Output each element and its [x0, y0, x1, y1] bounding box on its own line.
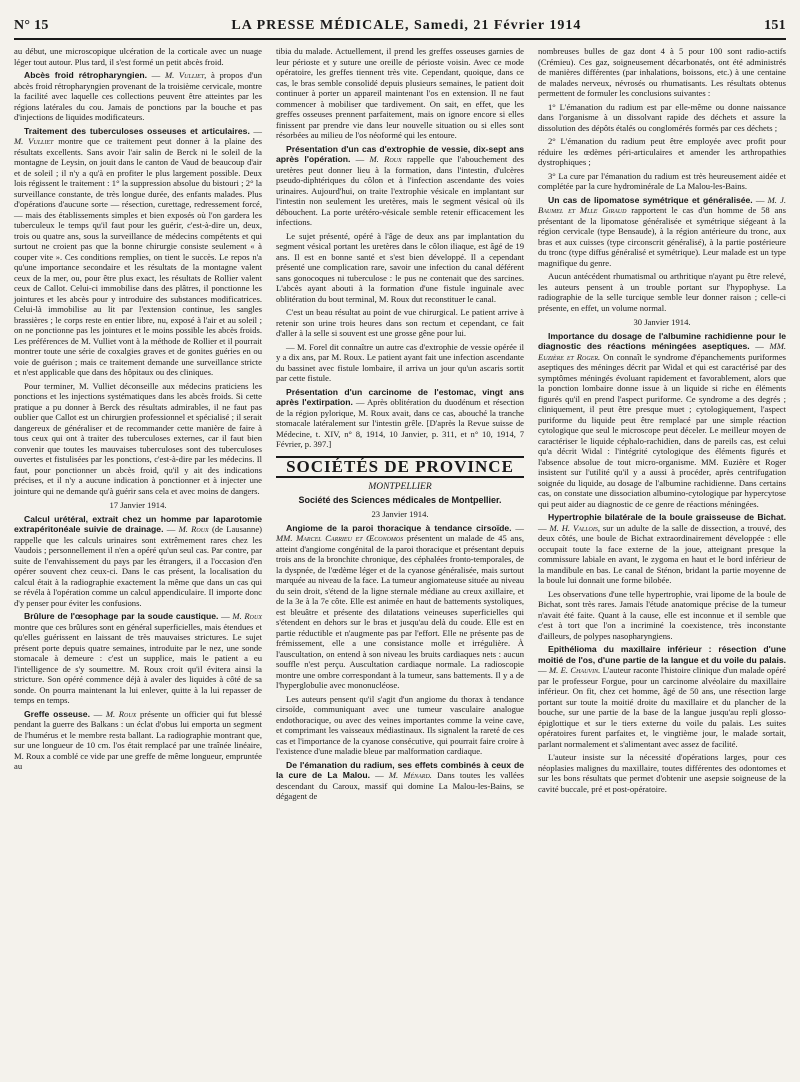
page-number: 151 — [764, 18, 786, 33]
article-author: M. Roux — [178, 524, 209, 534]
article-title: Traitement des tuberculoses osseuses et articulaires. — [24, 125, 250, 136]
journal-title-date: LA PRESSE MÉDICALE, Samedi, 21 Février 1914 — [231, 18, 582, 33]
session-date: 30 Janvier 1914. — [633, 317, 691, 327]
session-date: 17 Janvier 1914. — [109, 500, 167, 510]
society-heading: Société des Sciences médicales de Montpellier. — [298, 494, 502, 505]
article-title: Importance du dosage de l'albumine rachidienne pour le diagnostic des réactions méningées aseptiques. — [538, 330, 786, 351]
article-text: sur un adulte de la salle de dissection, a trouvé, des deux côtés, une boule de Bichat extraordinairement développée : elle occupait toute la face externe de la joue, atteignant presque la commissure labiale en avant, le zygoma en haut et le bord inférieur de la mandibule en bas. Le canal de Sténon, bridant la partie moyenne de la boule lui donnait une forme bilobée. — [538, 522, 786, 585]
article-author: M. Roux — [369, 154, 402, 164]
article-title: Un cas de lipomatose symétrique et généralisée. — [548, 194, 753, 205]
article-title: Angiome de la paroi thoracique à tendance cirsoïde. — [286, 522, 512, 533]
article-text: présente un officier qui fut blessé pendant la guerre des Balkans : un éclat d'obus lui emporta un segment de l'humérus et le membre resta ballant. La radiographie montrant que, sur une longueur de 10 cm. l'os était remplacé par une traînée linéaire, M. Roux a comblé ce vide par une greffe de même longueur, empruntée au — [14, 708, 263, 771]
paragraph: au début, une microscopique ulcération de la corticale avec un nuage léger tout autour. Plus tard, il s'est formé un petit abcès froid. — [14, 46, 262, 67]
article-author: MM. Euzière et Roger. — [538, 341, 786, 362]
page-header — [14, 18, 786, 34]
column-2 — [276, 46, 524, 805]
column-1 — [14, 46, 262, 805]
paragraph: — M. Forel dit connaître un autre cas d'extrophie de vessie opérée il y a dix ans, par M. Roux. Le patient ayant fait une infection ascendante du bassinet avec fistule lombaire, il arriva un jour qu'un ascaris sortit par cette fistule. — [276, 341, 524, 383]
column-3 — [538, 46, 786, 805]
article-author: M. Vulliet, — [164, 70, 207, 80]
article-text: (de Lausanne) rappelle que les calculs urinaires sont extrêmement rares chez les Vaudois ; personnellement il n'en a opéré qu'un seul cas. Par contre, par suite de l'envahissement du pays par les étrangers, il a l'occasion d'en opérer souvent chez ceux-ci. Dans le cas présent, la localisation du calcul était à la radiographie exactement la même que dans un cas qui se révéla à l'opération comme un calcul appendiculaire. Il importe donc d'y penser pour éviter les confusions. — [14, 524, 262, 608]
city-heading: MONTPELLIER — [368, 482, 432, 492]
article-title: De l'émanation du radium, ses effets combinés à ceux de la cure de La Malou. — [276, 759, 524, 780]
article-text: rapportent le cas d'un homme de 58 ans présentant de la lipomatose généralisée et symétrique siégeant à la région cervicale (type Bensaude), à la région antérieure du tronc, aux bras et aux cuisses (type circonscrit généralisé), à la partie postérieure du tronc (type diffus généralisé et symétrique). Leur malade est un type magnifique du genre. — [538, 205, 786, 268]
article-carcinome — [276, 387, 524, 450]
article-tuberculoses: Traitement des tuberculoses osseuses et articulaires. — M. Vulliet montre que ce traitement peut donner à la plaine des résultats excellents. Sans avoir l'air salin de Berck ni le soleil de la montagne de Leysin, on jouit dans le canton de Vaud de beaucoup d'air et de soleil ; il n'y a qu'à en profiter le plus largement possible. Deux lois régissent le traitement : 1° la suppression absolue du bistouri ; 2° la surveillance constante, de très longue durée, des enfants malades. Plus d'opérations d'aucune sorte — résection, curettage, redressement forcé, — mais des établissements simples et bien exposés où l'on gardera les tuberculeux le temps qu'il faut pour les guérir, c'est-à-dire un, deux, trois ou quatre ans, sous la surveillance de médecins compétents et qui surtout ne croient pas que la bonne chirurgie consiste seulement « à couper vite ». Ces conditions remplies, on tient le succès. Le repos n'a qu'une importance secondaire et les résultats de la montagne valent ceux de la mer, ou, pour être plus exact, les résultats de Rollier valent ceux de Callot. Celui-ci immobilise dans des plâtres, il ponctionne les jointures et les abcès pour y introduire des substances modificatrices. Celui-là immobilise au lit par l'extension continue, les sangles brassières ; le corps reste en entier libre, nu, exposé à l'air et au soleil ; on ne ponctionne pas les jointures et le moins possible les abcès froids. Les préférences de M. Vulliet vont à la méthode de Rollier et il pourrait montrer toute une série de coxalgies graves et de gonites guéries en ou voie de guérison ; mais ce traitement demande une surveillance stricte et n'est applicable que dans des hôpitaux ou des cliniques. — [14, 125, 262, 377]
article-greffe: Greffe osseuse. — M. Roux présente un officier qui fut blessé pendant la guerre des Balkans : un éclat d'obus lui emporta un segment de l'humérus et le membre resta ballant. La radiographie montrant que, sur une longueur de 10 cm. l'os était remplacé par une traînée linéaire, M. Roux a comblé ce vide par une greffe de même longueur, empruntée au — [14, 708, 263, 771]
paragraph: Les auteurs pensent qu'il s'agit d'un angiome du thorax à tendance cirsoïde, communiquant avec une tumeur vasculaire analogue endothoracique, ou avec des veines importantes comme la veine cave, et comprimant les vaisseaux médiastinaux. Ils signalent la rareté de ces cas et l'importance de la cyanose consécutive, qui pourrait faire croire à l'existence d'une maladie bleue par malformation cardiaque. — [276, 693, 524, 756]
article-text: L'auteur raconte l'histoire clinique d'un malade opéré par le professeur Forgue, pour un carcinome alvéolaire du maxillaire inférieur. On fit, chez cet homme, âgé de 50 ans, une résection large portant sur toute la moitié droite du maxillaire et du plancher de la bouche, sur une partie de la base de la langue jusqu'au repli glosso-épiglottique et sur le tiers externe du voile du palais. Les suites opératoires furent parfaites et, le vingtième jour, le malade sortait, parlant normalement et s'alimentant avec assez de facilité. — [538, 665, 786, 749]
article-lipomatose: Un cas de lipomatose symétrique et généralisée. — M. J. Baumel et Mlle Giraud rapportent le cas d'un homme de 58 ans présentant de la lipomatose généralisée et symétrique siégeant à la région cervicale (type Bensaude), à la région antérieure du tronc, aux bras et aux cuisses (type circonscrit généralisé), à la partie postérieure du tronc (type diffus généralisé et symétrique). Leur malade est un type magnifique du genre. — [538, 194, 786, 268]
article-title: Calcul urétéral, extrait chez un homme par laparotomie extrapéritonéale suivie de drainage. — [14, 513, 262, 534]
paragraph: tibia du malade. Actuellement, il prend les greffes osseuses garnies de leur périoste et y suture une oreille de périoste voisin. Avec ce mode opératoire, les greffes tiennent très vite. Cependant, quoique, dans ce cas, le bras semble consolidé depuis plusieurs semaines, le patient doit continuer à porter un appareil maintenant l'os en extension. Il ne faut commencer à mobiliser que tardivement. On sait, en effet, que les greffes osseuses prennent parfaitement, mais on ignore encore si elles finissent par prendre vie dans leur nouvelle situation ou si elles sont résorbées au milieu de l'os néoformé qui les entoure. — [276, 46, 524, 140]
session-date: 23 Janvier 1914. — [371, 509, 429, 519]
article-epithelioma: Epithélioma du maxillaire inférieur : résection d'une moitié de l'os, d'une partie de la langue et du voile du palais. — M. E. Chauvin. L'auteur raconte l'histoire clinique d'un malade opéré par le professeur Forgue, pour un carcinome alvéolaire du maxillaire inférieur. On fit, chez cet homme, âgé de 50 ans, une résection large portant sur toute la moitié droite du maxillaire et du plancher de la bouche, sur une partie de la base de la langue jusqu'au repli glosso-épiglottique et sur le tiers externe du voile du palais. Les suites opératoires furent parfaites et, le vingtième jour, le malade sortait, parlant normalement et s'alimentant avec assez de facilité. — [538, 644, 786, 749]
article-text: On connaît le syndrome d'épanchements puriformes aseptiques des méninges décrit par Widal et qui est caractérisé par des symptômes méningés évoluant rapidement et favorablement, alors que la ponction lombaire donne issue à un liquide si riche en éléments figurés qu'il en prend l'aspect puriforme. Ce syndrome a des degrés ; cliniquement, il peut être presque muet ; cytologiquement, l'aspect puriforme du liquide peut être remplacé par une simple réaction cytologique que seul le microscope peut déceler. Le meilleur moyen de caractériser le liquide céphalo-rachidien, dans de pareils cas, est celui qu'a décrit Widal : l'intégrité cytologique des éléments figurés et l'absence absolue de tout micro-organisme. MM. Euzière et Roger insistent sur l'utilité qu'il y a aussi à procéder, après centrifugation soignée du liquide, au dosage de l'albumine rachidienne. Dans certains cas, on constate une dissociation albumino-cytologique par hypercytose qui peut aider au diagnostic de ce genre de réactions méningées. — [538, 351, 786, 509]
conclusion-2: 2° L'émanation du radium peut être employée avec profit pour réduire les œdèmes péri-articulaires et amender les arthropathies dystrophiques ; — [538, 136, 786, 167]
article-bichat: Hypertrophie bilatérale de la boule graisseuse de Bichat. — M. H. Vallois, sur un adulte de la salle de dissection, a trouvé, des deux côtés, une boule de Bichat extraordinairement développée : elle occupait toute la face externe de la joue, atteignant presque la commissure labiale en avant, le zygoma en haut et le bord inférieur de la mandibule en bas. Le canal de Sténon, bridant la partie moyenne de la boule lui donnait une forme bilobée. — [538, 512, 786, 585]
article-text: rappelle que l'abouchement des uretères peut donner lieu à la formation, dans l'intestin, d'ulcères pseudo-diphtériques du côlon et à l'infection ascendante des voies urinaires. Aujourd'hui, on traite l'extrophie vésicale en implantant sur l'intestin non seulement les uretères, mais le segment vésical où ils débouchent. La porte urétéro-vésicale semble retenir efficacement les infections. — [276, 154, 524, 227]
conclusion-1: 1° L'émanation du radium est par elle-même ou donne naissance dans l'organisme à un dissolvant rapide des déchets et assure la dissolution des dépôts étalés ou conglomérés formés par ces déchets ; — [538, 101, 786, 133]
article-author: MM. Marcel Carrieu et Œconomos — [276, 533, 404, 543]
article-author: M. J. Baumel et Mlle Giraud — [538, 194, 786, 215]
article-calcul: Calcul urétéral, extrait chez un homme par laparotomie extrapéritonéale suivie de drainage. — M. Roux (de Lausanne) rappelle que les calculs urinaires sont extrêmement rares chez les Vaudois ; personnellement il n'en a opéré qu'un seul cas. Par contre, par suite de l'envahissement du pays par les étrangers, il a l'occasion d'en opérer souvent chez ceux-ci. Dans le cas présent, la localisation du calcul était à la radiographie exactement la même que dans un cas qui se révéla à l'opération comme un calcul appendiculaire. Il importe donc d'y penser pour éviter les confusions. — [14, 513, 262, 608]
article-title: Greffe osseuse. — [24, 708, 90, 719]
article-author: M. Roux — [232, 611, 262, 621]
article-albumine: Importance du dosage de l'albumine rachidienne pour le diagnostic des réactions méningées aseptiques. — MM. Euzière et Roger. On connaît le syndrome d'épanchements puriformes aseptiques des méninges décrit par Widal et qui est caractérisé par des symptômes méningés évoluant rapidement et favorablement, alors que la ponction lombaire donne issue à un liquide si riche en éléments figurés qu'il en prend l'aspect puriforme. Ce syndrome a des degrés ; cliniquement, il peut être presque muet ; cytologiquement, l'aspect puriforme du liquide peut être remplacé par une simple réaction cytologique que seul le microscope peut déceler. Le meilleur moyen de caractériser le liquide céphalo-rachidien, dans de pareils cas, est celui qu'a décrit Widal : l'intégrité cytologique des éléments figurés et l'absence absolue de tout micro-organisme. MM. Euzière et Roger insistent sur l'utilité qu'il y a aussi à procéder, après centrifugation soignée du liquide, au dosage de l'albumine rachidienne. Dans certains cas, on constate une dissociation albumino-cytologique par hypercytose qui peut aider au diagnostic de ce genre de réactions méningées. — [538, 330, 786, 509]
article-text: présentent un malade de 45 ans, atteint d'angiome congénital de la paroi thoracique et présentant depuis trois ans de la bronchite chronique, des céphalées fronto-temporales, de la dyspnée, de l'œdème léger et de la cyanose généralisée, mais surtout marquée au niveau de la face. La tumeur angiomateuse située au niveau du sein droit, s'étend de la ligne sternale médiane au creux axillaire, et de la 3e à la 7e côte. Elle est animée en haut de battements systoliques, est bleuâtre et présente des dilatations veineuses superficielles qui s'étendent en dehors sur le bras et jusqu'au delà du coude. Elle est en partie réductible et n'augmente pas par l'effort. Elle ne présente pas de frémissement, elle a une consistance molle et irrégulière. À l'auscultation, on entend à son niveau les bruits cardiaques nets : aucun souffle n'est perçu. Auscultation cardiaque normale. La radioscopie montre une ombre correspondant à la tumeur, sans battements. Il y a de l'hyperglobulie avec mononucléose. — [276, 533, 524, 690]
article-title: Hypertrophie bilatérale de la boule graisseuse de Bichat. — [548, 512, 786, 522]
article-text: — Après oblitération du duodénum et résection de la région pylorique, M. Roux avait, dans ce cas, abouché la tranche stomacale latéralement sur l'intestin grêle. [D'après la Revue suisse de Médecine, t. XIV, n° 8, 1914, 10 Janvier, p. 311, et n° 10, 1914, 7 Février, p. 397.] — [276, 397, 524, 449]
article-author: M. Roux — [105, 708, 137, 719]
article-title: Brûlure de l'œsophage par la soude caustique. — [24, 611, 219, 621]
article-title: Présentation d'un carcinome de l'estomac, vingt ans après l'extirpation. — [276, 386, 524, 407]
article-abces-froid: Abcès froid rétropharyngien. — M. Vulliet, à propos d'un abcès froid rétropharyngien provenant de la troisième cervicale, montre la facilité avec laquelle ces collections peuvent être atteintes par les régions latérales du cou. Jamais de ponctions par la bouche et pas d'injections de liquides modificateurs. — [14, 70, 262, 122]
article-author: M. H. Vallois, — [549, 522, 601, 533]
article-radium: De l'émanation du radium, ses effets combinés à ceux de la cure de La Malou. — M. Ménard. Dans toutes les vallées descendant du Caroux, massif qui domine La Malou-les-Bains, se dégagent de — [276, 759, 525, 801]
header-rule — [14, 38, 786, 40]
article-author: M. Ménard. — [388, 770, 432, 780]
paragraph: Pour terminer, M. Vulliet déconseille aux médecins praticiens les ponctions et les injections systématiques dans les abcès froids. Si cette pratique a pu donner à Berck des résultats admirables, il ne faut pas oublier que Callot est un chirurgien professionnel et spécialisé ; il serait dangereux de généraliser et de recommander cette manière de faire à tous ceux qui ont à traiter des tuberculoses externes, car il faut bien convenir que toutes les mauvaises tuberculoses sont des tuberculoses ouvertes et fistulisées par les ponctions, c'est-à-dire par les médecins. Il faut, pour ponctionner un abcès froid, qu'il y ait des indications précises, et il n'y a aucune indication à ponctionner et à injecter une jointure qui ne demande qu'à guérir sans cela et avec moins de dangers. — [14, 380, 262, 496]
conclusion-3: 3° La cure par l'émanation du radium est très heureusement aidée et complétée par la cure hydrominérale de La Malou-les-Bains. — [538, 170, 786, 191]
article-author: M. E. Chauvin. — [548, 665, 601, 675]
article-text: à propos d'un abcès froid rétropharyngien provenant de la troisième cervicale, montre la facilité avec laquelle ces collections peuvent être atteintes par les régions latérales du cou. Jamais de ponctions par la bouche et pas d'injections de liquides modificateurs. — [14, 70, 262, 122]
section-title: SOCIÉTÉS DE PROVINCE — [276, 456, 524, 479]
paragraph: Aucun antécédent rhumatismal ou arthritique n'ayant pu être relevé, les auteurs pensent à un trouble portant sur l'hypophyse. La radiographie de la selle turcique semble leur donner raison ; celle-ci présente, en effet, un volume normal. — [538, 271, 786, 313]
article-author: M. Vulliet — [14, 136, 54, 146]
article-text: montre que ces brûlures sont en général superficielles, mais étendues et qu'elles guérissent en laissant de très mauvaises strictures. Le sujet présent porte depuis quatre semaines, introduite par le nez, une sonde stomacale à demeure : c'est un supplice, mais le patient a eu l'intelligence de s'y soumettre. M. Roux croit qu'il évitera ainsi la stricture. Son opéré commence déjà à avaler des liquides à côté de sa sonde. On pourra maintenant la lui enlever, quitte à la lui repasser de temps en temps. — [14, 621, 262, 705]
article-extrophie: Présentation d'un cas d'extrophie de vessie, dix-sept ans après l'opération. — M. Roux rappelle que l'abouchement des uretères peut donner lieu à la formation, dans l'intestin, d'ulcères pseudo-diphtériques du côlon et à l'infection ascendante des voies urinaires. Aujourd'hui, on traite l'extrophie vésicale en implantant sur l'intestin non seulement les uretères, mais le segment vésical où ils débouchent. La porte urétéro-vésicale semble retenir efficacement les infections. — [276, 143, 524, 227]
article-brulure: Brûlure de l'œsophage par la soude caustique. — M. Roux montre que ces brûlures sont en général superficielles, mais étendues et qu'elles guérissent en laissant de très mauvaises strictures. Le sujet présent porte depuis quatre semaines, introduite par le nez, une sonde stomacale à demeure : c'est un supplice, mais le patient a eu l'intelligence de s'y soumettre. M. Roux croit qu'il évitera ainsi la stricture. Son opéré commence déjà à avaler des liquides à côté de sa sonde. On pourra maintenant la lui enlever, quitte à la lui repasser de temps en temps. — [14, 611, 262, 705]
article-angiome: Angiome de la paroi thoracique à tendance cirsoïde. — MM. Marcel Carrieu et Œconomos présentent un malade de 45 ans, atteint d'angiome congénital de la paroi thoracique et présentant depuis trois ans de la bronchite chronique, des céphalées fronto-temporales, de la dyspnée, de l'œdème léger et de la cyanose généralisée, mais surtout marquée au niveau de la face. La tumeur angiomateuse située au niveau du sein droit, s'étend de la ligne sternale médiane au creux axillaire, et de la 3e à la 7e côte. Elle est animée en haut de battements systoliques, est bleuâtre et présente des dilatations veineuses superficielles qui s'étendent en dehors sur le bras et jusqu'au delà du coude. Elle est en partie réductible et n'augmente pas par l'effort. Elle ne présente pas de frémissement, elle a une consistance molle et irrégulière. À l'auscultation, on entend à son niveau les bruits cardiaques nets : aucun souffle n'est perçu. Auscultation cardiaque normale. La radioscopie montre une ombre correspondant à la tumeur, sans battements. Il y a de l'hyperglobulie avec mononucléose. — [276, 522, 524, 690]
paragraph: Les observations d'une telle hypertrophie, vrai lipome de la boule de Bichat, sont très rares. Jamais l'étude anatomique précise de la tumeur n'avait été faite. Quant à la cause, elle est inconnue et il semble que c'est à tort que l'on a incriminé la coexistence, très inconstante d'ailleurs, de polypes nasopharyngiens. — [538, 588, 786, 641]
article-columns — [14, 46, 786, 805]
article-title: Epithélioma du maxillaire inférieur : résection d'une moitié de l'os, d'une partie de la langue et du voile du palais. — [538, 644, 786, 665]
article-title: Présentation d'un cas d'extrophie de vessie, dix-sept ans après l'opération. — [276, 143, 524, 164]
article-title: Abcès froid rétropharyngien. — [24, 70, 147, 80]
paragraph: L'auteur insiste sur la nécessité d'opérations larges, pour ces néoplasies malignes du maxillaire, toutes différentes des odontomes et sur les bons résultats que permet d'obtenir une asepsie soigneuse de la cavité buccale, pré et post-opératoire. — [538, 752, 786, 794]
article-text: montre que ce traitement peut donner à la plaine des résultats excellents. Sans avoir l'air salin de Berck ni le soleil de la montagne de Leysin, on jouit dans le canton de Vaud de beaucoup d'air et de soleil ; il n'y a qu'à en profiter le plus largement possible. Deux lois régissent le traitement : 1° la suppression absolue du bistouri ; 2° la surveillance constante, de très longue durée, des enfants malades. Plus d'opérations d'aucune sorte — résection, curettage, redressement forcé, — mais des établissements simples et bien exposés où l'on gardera les tuberculeux le temps qu'il faut pour les guérir, c'est-à-dire un, deux, trois ou quatre ans, sous la surveillance de médecins compétents et qui surtout ne croient pas que la bonne chirurgie consiste seulement « à couper vite ». Ces conditions remplies, on tient le succès. Le repos n'a qu'une importance secondaire et les résultats de la montagne valent ceux de la mer, ou, pour être plus exact, les résultats de Rollier valent ceux de Callot. Celui-ci immobilise dans des plâtres, il ponctionne les jointures et les abcès pour y introduire des substances modificatrices. Celui-là immobilise au lit par l'extension continue, les sangles brassières ; le corps reste en entier libre, nu, exposé à l'air et au soleil ; on ne ponctionne pas les jointures et le moins possible les abcès froids. Les préférences de M. Vulliet vont à la méthode de Rollier et il pourrait montrer toute une série de coxalgies graves et de gonites guéries en ou voie de guérison ; mais ce traitement demande une surveillance stricte et n'est applicable que dans des hôpitaux ou des cliniques. — [14, 136, 262, 377]
article-text: Dans toutes les vallées descendant du Caroux, massif qui domine La Malou-les-Bains, se dégagent de — [276, 770, 525, 801]
paragraph: Le sujet présenté, opéré à l'âge de deux ans par implantation du segment vésical portant les uretères dans le côlon iliaque, est âgé de 19 ans. Il est en bonne santé et s'est bien développé. Il a cependant présenté une complication rare, savoir une infection du canal déférent sans gonocoques ni tuberculose : le pus ne contenait que des sarcines. L'abcès ayant abouti à la formation d'une fistule inguinale avec oblitération du bout terminal, M. Roux dut reconstituer le canal. — [276, 230, 524, 304]
issue-number: N° 15 — [14, 18, 49, 33]
paragraph: nombreuses bulles de gaz dont 4 à 5 pour 100 sont radio-actifs (Crémieu). Ces gaz, soigneusement décarbonatés, ont été administrés de manières différentes (par inhalations, boissons, etc.) à une centaine de malades nerveux, névrosés ou rhumatisants. Les résultats obtenus permettent de formuler les conclusions suivantes : — [538, 46, 786, 98]
paragraph: C'est un beau résultat au point de vue chirurgical. Le patient arrive à retenir son urine trois heures dans son rectum et cependant, ce fait d'aller à la selle si souvent est une grosse gêne pour lui. — [276, 307, 524, 338]
